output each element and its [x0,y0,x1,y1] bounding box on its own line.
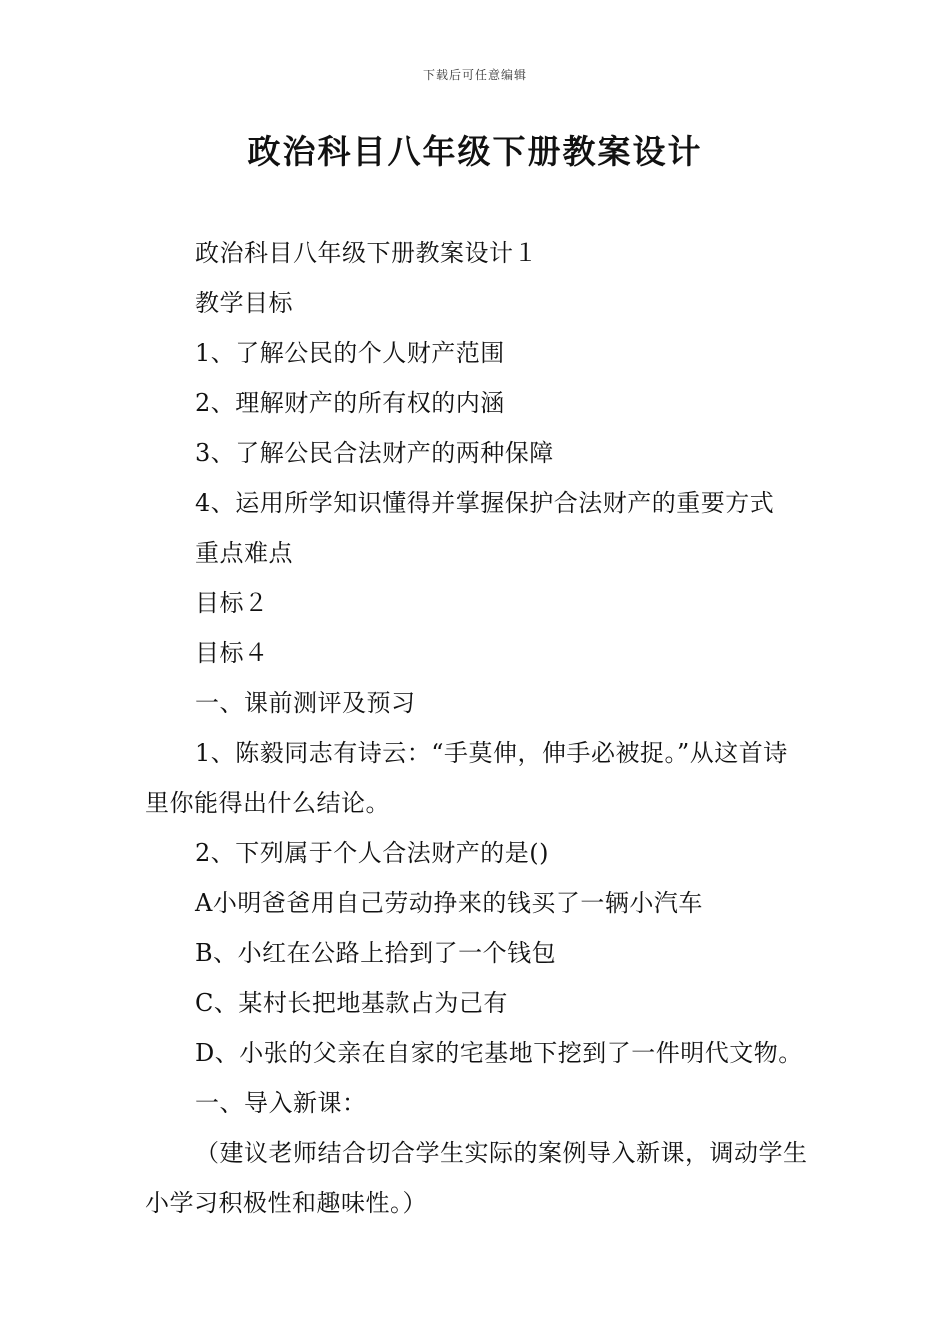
subheading-key-points: 重点难点 [195,539,293,567]
subheading-teaching-goals: 教学目标 [195,289,293,317]
key-point-item: 目标４ [195,639,269,667]
goal-item: 4、运用所学知识懂得并掌握保护合法财产的重要方式 [195,489,775,517]
goal-item: 2、理解财产的所有权的内涵 [195,389,505,417]
answer-option: B、小红在公路上拾到了一个钱包 [195,939,557,967]
goal-item: 1、了解公民的个人财产范围 [195,339,505,367]
answer-option: D、小张的父亲在自家的宅基地下挖到了一件明代文物。 [195,1039,803,1067]
subheading-pre-class: 一、课前测评及预习 [195,689,416,717]
document-body [145,228,810,1228]
answer-option: C、某村长把地基款占为己有 [195,989,508,1017]
lesson-note: （建议老师结合切合学生实际的案例导入新课，调动学生小学习积极性和趣味性。） [145,1139,808,1217]
subheading-new-lesson: 一、导入新课： [195,1089,367,1117]
question-item: 2、下列属于个人合法财产的是() [195,839,549,867]
answer-option: A小明爸爸用自己劳动挣来的钱买了一辆小汽车 [195,889,703,917]
section-heading: 政治科目八年级下册教案设计１ [195,239,538,267]
page-header-note: 下载后可任意编辑 [422,68,527,82]
question-item: 1、陈毅同志有诗云：“手莫伸，伸手必被捉。”从这首诗里你能得出什么结论。 [145,739,788,817]
key-point-item: 目标２ [195,589,269,617]
document-title: 政治科目八年级下册教案设计 [247,132,703,171]
goal-item: 3、了解公民合法财产的两种保障 [195,439,554,467]
